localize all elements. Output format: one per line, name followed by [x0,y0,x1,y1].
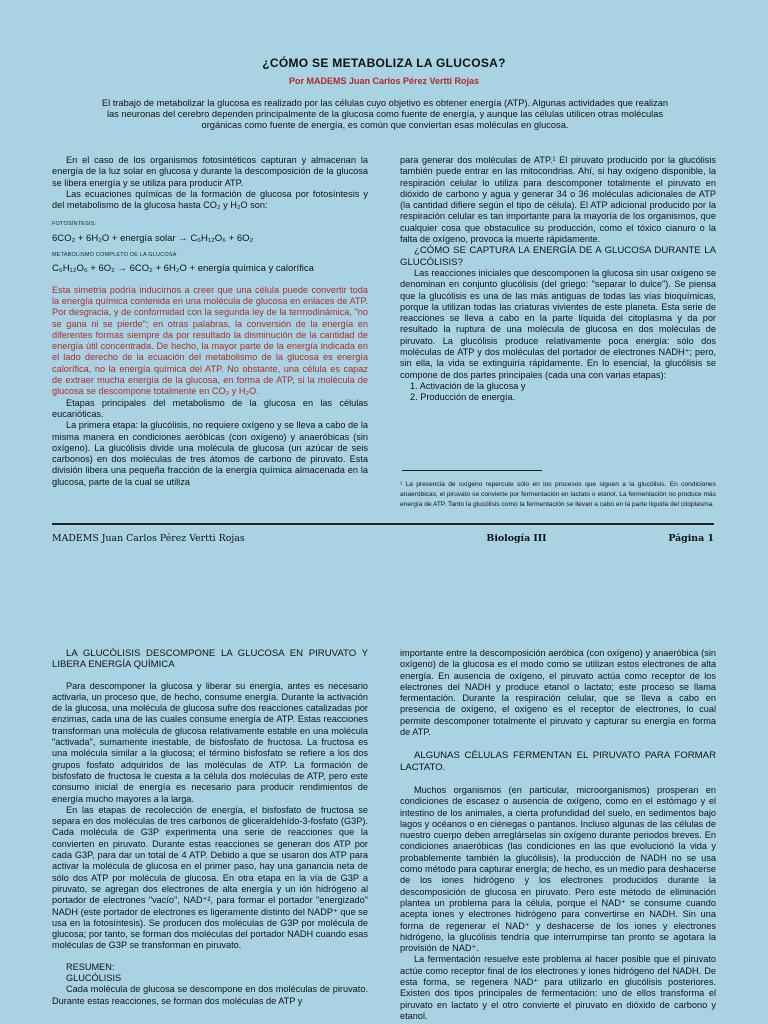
page2-right-column [400,648,716,1022]
fotosintesis-label: FOTOSÍNTESIS: [52,221,97,228]
summary-subtitle: GLUCÓLISIS [66,973,122,984]
paragraph: para generar dos moléculas de ATP.¹ El piruvato producido por la glucólisis también puede entrar en las mitocondrias. Ahí, si hay oxígeno disponible, la respiración celular lo utiliza para descomponer totalmente el piruvato en dióxido de carbono y agua y generar 34 o 36 moléculas adicionales de ATP (la cantidad difiere según el tipo de célula). El ATP adicional producido por la respiración celular es tan importante para la mayoría de los organismos, que cualquier cosa que obstaculice su producción, como el tóxico cianuro o la falta de oxígeno, provoca la muerte rápidamente. [400,155,716,245]
paragraph: Etapas principales del metabolismo de la glucosa en las células eucarióticas. [52,397,368,419]
summary-label: RESUMEN: [66,961,115,972]
author-line: Por MADEMS Juan Carlos Pérez Vertti Rojas [288,76,480,86]
section-heading: ¿CÓMO SE CAPTURA LA ENERGÍA DE A GLUCOSA DURANTE LA GLUCÓLISIS? [400,245,716,268]
paragraph: La primera etapa: la glucólisis, no requiere oxígeno y se lleva a cabo de la misma manera en condiciones aeróbicas (con oxígeno) y anaeróbicas (sin oxígeno). La glucólisis divide una molécula de glucosa (un azúcar de seis carbonos) en dos moléculas de tres átomos de carbono de piruvato. Esta división libera una pequeña fracción de la energía química almacenada en la glucosa, parte de la cual se utiliza [52,420,368,487]
page-footer [52,523,714,544]
page2-left-column [52,648,368,1007]
footer-subject: Biología III [486,533,547,544]
highlighted-paragraph: Esta simetría podría inducirnos a creer que una célula puede convertir toda la energía química contenida en una molécula de glucosa en enlaces de ATP. Por desgracia, y de conformidad con la segunda ley de la termodinámica, "no se gana ni se pierde"; en otras palabras, la conversión de la energía en diferentes formas siempre da por resultado la disminución de la cantidad de energía útil concentrada. De hecho, la mayor parte de la energía indicada en el lado derecho de la ecuación del metabolismo de la glucosa es energía calorífica, no la energía química del ATP. No obstante, una célula es capaz de extraer mucha energía de la glucosa, en forma de ATP, si la molécula de glucosa se descompone totalmente en CO₂ y H₂O. [52,284,368,397]
equation-fotosintesis: 6CO₂ + 6H₂O + energía solar → C₆H₁₂O₆ + 6O₂ [52,232,254,244]
page1-right-column [400,155,716,404]
metabolismo-label: METABOLISMO COMPLETO DE LA GLUCOSA [52,252,177,259]
footer-page-number: Página 1 [668,533,714,544]
footnote: ¹ La presencia de oxígeno repercute sólo en los procesos que siguen a la glucólisis. En condiciones anaeróbicas, el piruvato se convierte por fermentación en lactato o etanol. La fermentación no produce más energía de ATP. Tanto la glucólisis como la fermentación se llevan a cabo en la parte líquida del citoplasma. [400,481,716,508]
equation-metabolismo: C₆H₁₂O₆ + 6O₂ → 6CO₂ + 6H₂O + energía química y calorífica [52,263,314,275]
paragraph: Cada molécula de glucosa se descompone en dos moléculas de piruvato. Durante estas reacciones, se forman dos moléculas de ATP y [52,984,368,1006]
page-title: ¿CÓMO SE METABOLIZA LA GLUCOSA? [262,56,506,70]
paragraph: En las etapas de recolección de energía, el bisfosfato de fructosa se separa en dos moléculas de tres carbonos de gliceraldehído-3-fosfato (G3P). Cada molécula de G3P experimenta una serie de reacciones que la convierten en piruvato. Durante estas reacciones se generan dos ATP por cada G3P, para dar un total de 4 ATP. Debido a que se usaron dos ATP para activar la molécula de glucosa en el primer paso, hay una ganancia neta de sólo dos ATP por molécula de glucosa. En otra etapa en la vía de G3P a piruvato, se agregan dos electrones de alta energía y un ión hidrógeno al portador de electrones "vacío", NAD⁺², para formar el portador "energizado" NADH (este portador de electrones es ligeramente distinto del NADP⁺ que se usa en la fotosíntesis). Se producen dos moléculas de G3P por molécula de glucosa; por tanto, se forman dos moléculas del portador NADH cuando esas moléculas de G3P se transforman en piruvato. [52,804,368,951]
page1-left-column [52,155,368,488]
paragraph: Las ecuaciones químicas de la formación de glucosa por fotosíntesis y del metabolismo de la glucosa hasta CO₂ y H₂O son: [52,188,368,211]
paragraph: importante entre la descomposición aeróbica (con oxígeno) y anaeróbica (sin oxígeno) de la glucosa es el modo como se utilizan estos electrones de alta energía. En ausencia de oxígeno, el piruvato actúa como receptor de los electrones del NADH y produce etanol o lactato; este proceso se llama fermentación. Durante la respiración celular, que se lleva a cabo en presencia de oxígeno, el oxígeno es el receptor de electrones, lo cual permite descomponer totalmente el piruvato y capturar su energía en forma de ATP. [400,648,716,738]
paragraph: En el caso de los organismos fotosintéticos capturan y almacenan la energía de la luz solar en glucosa y durante la descomposición de la glucosa se libera energía y se utiliza para producir ATP. [52,155,368,188]
intro-paragraph: El trabajo de metabolizar la glucosa es realizado por las células cuyo objetivo es obtener energía (ATP). Algunas actividades que realizan las neuronas del cerebro dependen principalmente de la glucosa como fuente de energía, y aunque las células utilicen otras moléculas orgánicas como fuente de energía, es común que conviertan esas moléculas en glucosa. [101,98,669,131]
section-heading: ALGUNAS CÉLULAS FERMENTAN EL PIRUVATO PARA FORMAR LACTATO. [400,750,716,773]
stages-list [410,381,716,404]
list-item: 2. Producción de energía. [410,392,516,403]
paragraph: Para descomponer la glucosa y liberar su energía, antes es necesario activarla, un proceso que, de hecho, consume energía. Durante la activación de la glucosa, una molécula de glucosa sufre dos reacciones catalizadas por enzimas, cada una de las cuales consume energía de ATP. Estas reacciones transforman una molécula de glucosa relativamente estable en una molécula "activada", sumamente inestable, de bisfosfato de fructosa. La fructosa es una molécula similar a la glucosa; el término bisfosfato se refiere a los dos grupos fosfato adquiridos de las moléculas de ATP. La formación de bisfosfato de fructosa le cuesta a la célula dos moléculas de ATP, pero este consumo inicial de energía es necesario para producir rendimientos de energía mucho mayores a la larga. [52,680,368,804]
paragraph: Muchos organismos (en particular, microorganismos) prosperan en condiciones de escasez o ausencia de oxígeno, como en el estómago y el intestino de los animales, a cierta profundidad del suelo, en sedimentos bajo lagos y océanos o en ciénegas o pantanos. Incluso algunas de las células de nuestro cuerpo deben arreglárselas sin oxígeno durante periodos breves. En condiciones anaeróbicas (las condiciones en las que evolucionó la vida y probablemente también la glucólisis), la producción de NADH no se usa como método para capturar energía; de hecho, es un medio para deshacerse de los iones hidrógeno y los electrones producidos durante la descomposición de glucosa en piruvato. Pero este método de eliminación plantea un problema para la célula, porque el NAD⁺ se consume cuando acepta iones y electrones hidrógeno para convertirse en NADH. Sin una forma de regenerar el NAD⁺ y deshacerse de los iones y electrones hidrógeno, la glucólisis tendría que interrumpirse tan pronto se agotara la provisión de NAD⁺. [400,784,716,954]
paragraph: Las reacciones iniciales que descomponen la glucosa sin usar oxígeno se denominan en conjunto glucólisis (del griego: "separar lo dulce"). Se piensa que la glucólisis es una de las más antiguas de todas las vías bioquímicas, porque la utilizan todas las criaturas vivientes de este planeta. Esta serie de reacciones se lleva a cabo en la parte líquida del citoplasma y da por resultado la ruptura de una molécula de glucosa en dos moléculas de piruvato. La glucólisis produce relativamente poca energía: sólo dos moléculas de ATP y dos moléculas del portador de electrones NADH⁺; pero, sin ella, la vida se extinguiría rápidamente. En lo esencial, la glucólisis se compone de dos partes principales (cada una con varias etapas): [400,267,716,380]
footnote-separator [402,470,542,471]
section-heading: LA GLUCÓLISIS DESCOMPONE LA GLUCOSA EN PIRUVATO Y LIBERA ENERGÍA QUÍMICA [52,648,368,671]
paragraph: La fermentación resuelve este problema al hacer posible que el piruvato actúe como receptor final de los electrones y iones hidrógeno del NADH. De esta forma, se regenera NAD⁺ para utilizarlo en glucólisis posteriores. Existen dos tipos principales de fermentación: uno de ellos transforma el piruvato en lactato y el otro convierte el piruvato en dióxido de carbono y etanol. [400,954,716,1021]
footer-author: MADEMS Juan Carlos Pérez Vertti Rojas [52,533,245,544]
list-item: 1. Activación de la glucosa y [410,380,526,391]
